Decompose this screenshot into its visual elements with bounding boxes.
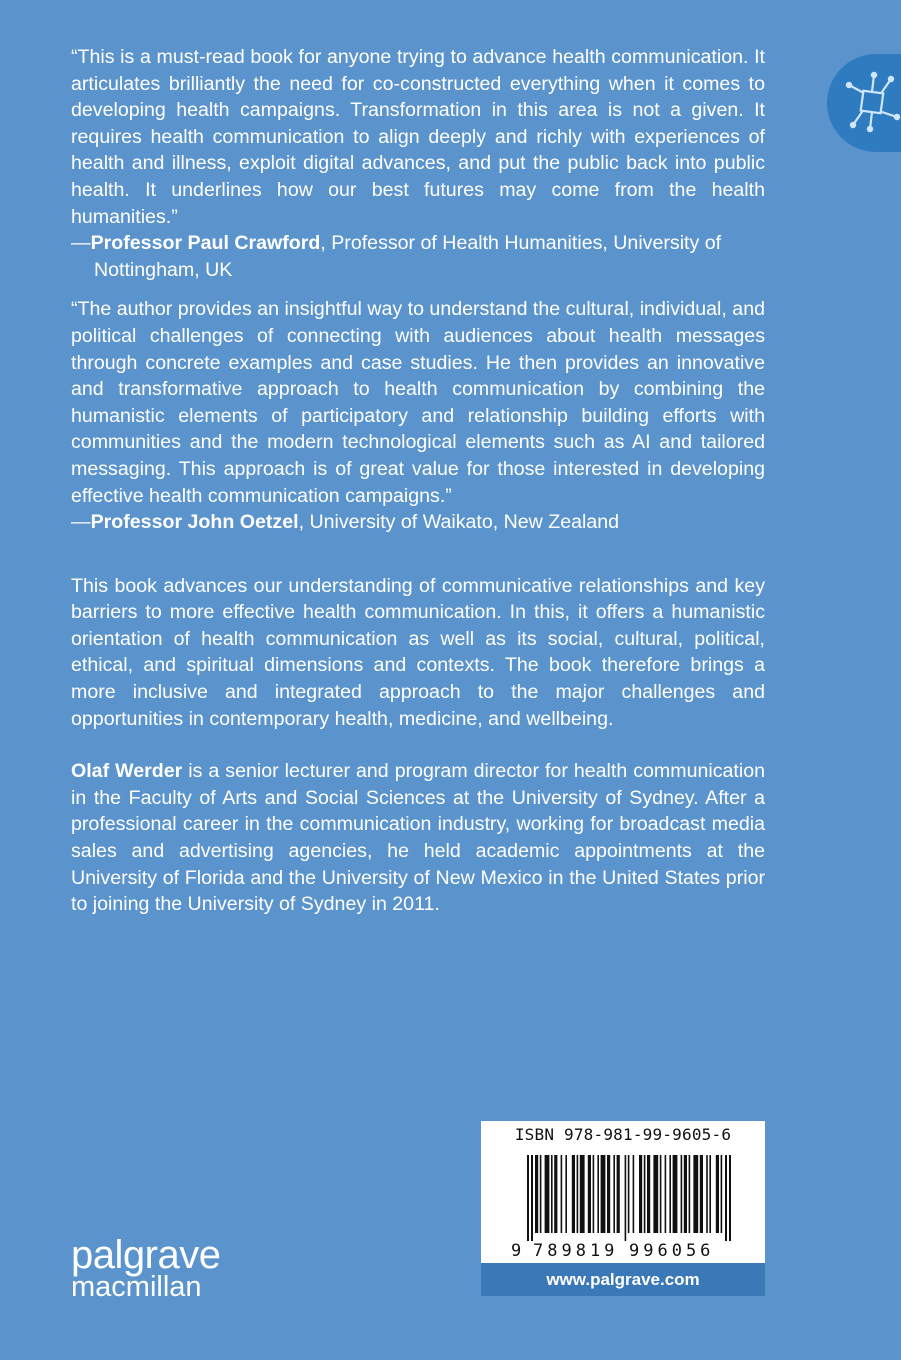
endorser-affiliation-2: , University of Waikato, New Zealand bbox=[298, 511, 620, 534]
network-badge bbox=[827, 54, 901, 152]
barcode-bar bbox=[561, 1155, 563, 1233]
barcode-bar bbox=[625, 1155, 627, 1241]
barcode-bar bbox=[669, 1155, 671, 1233]
barcode-bar bbox=[628, 1155, 630, 1233]
publisher-logo-line2: macmillan bbox=[71, 1271, 202, 1303]
barcode-bar bbox=[689, 1155, 691, 1233]
barcode-bar bbox=[639, 1155, 642, 1233]
barcode-bar bbox=[725, 1155, 727, 1241]
attribution-dash: — bbox=[71, 232, 91, 255]
barcode-bar bbox=[601, 1155, 606, 1233]
endorsement-attribution-2 bbox=[71, 509, 765, 536]
barcode-bar bbox=[588, 1155, 591, 1233]
author-bio-text: is a senior lecturer and program director for health communication in the Faculty of Arts and Social Sciences at the University of Sydney. After a professional career in the communication industry, working for broadcast media sales and advertising agencies, he held academic appointments at the University of Florida and the University of New Mexico in the United States prior to joining the University of Sydney in 2011. bbox=[71, 760, 765, 916]
author-bio bbox=[71, 758, 765, 918]
barcode-digit-lead: 9 bbox=[511, 1241, 522, 1259]
barcode-bar bbox=[607, 1155, 610, 1233]
attribution-dash: — bbox=[71, 511, 91, 534]
author-name: Olaf Werder bbox=[71, 760, 183, 783]
barcode-bar bbox=[633, 1155, 635, 1233]
barcode-bar bbox=[644, 1155, 646, 1233]
barcode-bar bbox=[545, 1155, 550, 1233]
isbn-label: ISBN 978-981-99-9605-6 bbox=[514, 1125, 732, 1144]
barcode-bar bbox=[554, 1155, 557, 1233]
barcode-bar bbox=[721, 1155, 723, 1233]
barcode-bar bbox=[729, 1155, 731, 1241]
publisher-logo bbox=[71, 1235, 220, 1302]
endorser-name-1: Professor Paul Crawford bbox=[90, 232, 321, 255]
barcode-bar bbox=[684, 1155, 687, 1233]
barcode-bar bbox=[531, 1155, 533, 1241]
endorser-name-2: Professor John Oetzel bbox=[90, 511, 299, 534]
barcode-bar bbox=[709, 1155, 711, 1233]
barcode-bar bbox=[700, 1155, 703, 1233]
barcode-bar bbox=[681, 1155, 683, 1233]
barcode-bar bbox=[673, 1155, 678, 1233]
endorsement-quote-2: “The author provides an insightful way to understand the cultural, individual, and political challenges of connecting with audiences about health messages through concrete examples and case studies. He then provides an innovative and transformative approach to health communication by combining the humanistic elements of participatory and relationship building efforts with communities and the modern technological elements such as AI and tailored messaging. This approach is of great value for those interested in developing effective health communication campaigns.” bbox=[71, 298, 765, 507]
barcode-bar bbox=[572, 1155, 575, 1233]
book-description: This book advances our understanding of communicative relationships and key barriers to more effective health communication. In this, it offers a humanistic orientation of health communication as well as its social, cultural, political, ethical, and spiritual dimensions and contexts. The book therefore brings a more inclusive and integrated approach to the major challenges and opportunities in contemporary health, medicine, and wellbeing. bbox=[71, 574, 765, 730]
barcode-bar bbox=[535, 1155, 538, 1233]
barcode-bar bbox=[665, 1155, 667, 1233]
endorser-affiliation-1: , Professor of Health Humanities, University of Nottingham, UK bbox=[94, 232, 722, 281]
barcode-bar bbox=[693, 1155, 698, 1233]
barcode-bar bbox=[617, 1155, 620, 1233]
barcode-bar bbox=[660, 1155, 662, 1233]
endorsement-quote-1: “This is a must-read book for anyone trying to advance health communication. It articulates brilliantly the need for co-constructed everything when it comes to developing health campaigns. Transformation in this area is not a given. It requires health communication to align deeply and richly with experiences of health and illness, exploit digital advances, and put the public back into public health. It underlines how our best futures may come from the health humanities.” bbox=[71, 46, 765, 228]
barcode-digits-left: 789819 bbox=[533, 1241, 619, 1259]
barcode-bar bbox=[647, 1155, 650, 1233]
isbn-barcode bbox=[481, 1121, 765, 1296]
back-cover-text bbox=[71, 44, 765, 918]
barcode-bar bbox=[580, 1155, 585, 1233]
network-node-icon bbox=[843, 71, 901, 133]
barcode-bar bbox=[597, 1155, 599, 1233]
barcode-bar bbox=[593, 1155, 595, 1233]
barcode-digits-right: 996056 bbox=[629, 1241, 715, 1259]
endorsement-attribution-1 bbox=[71, 230, 765, 283]
barcode-bar bbox=[706, 1155, 708, 1233]
barcode-bar bbox=[540, 1155, 542, 1233]
barcode-bar bbox=[613, 1155, 615, 1233]
barcode-graphic bbox=[497, 1155, 749, 1259]
publisher-website[interactable]: www.palgrave.com bbox=[481, 1263, 765, 1296]
barcode-bar bbox=[527, 1155, 529, 1241]
barcode-bar bbox=[551, 1155, 553, 1233]
barcode-bar bbox=[577, 1155, 579, 1233]
barcode-bar bbox=[653, 1155, 658, 1233]
barcode-bar bbox=[565, 1155, 567, 1233]
publisher-logo-line1: palgrave bbox=[71, 1233, 221, 1277]
barcode-bar bbox=[716, 1155, 719, 1233]
